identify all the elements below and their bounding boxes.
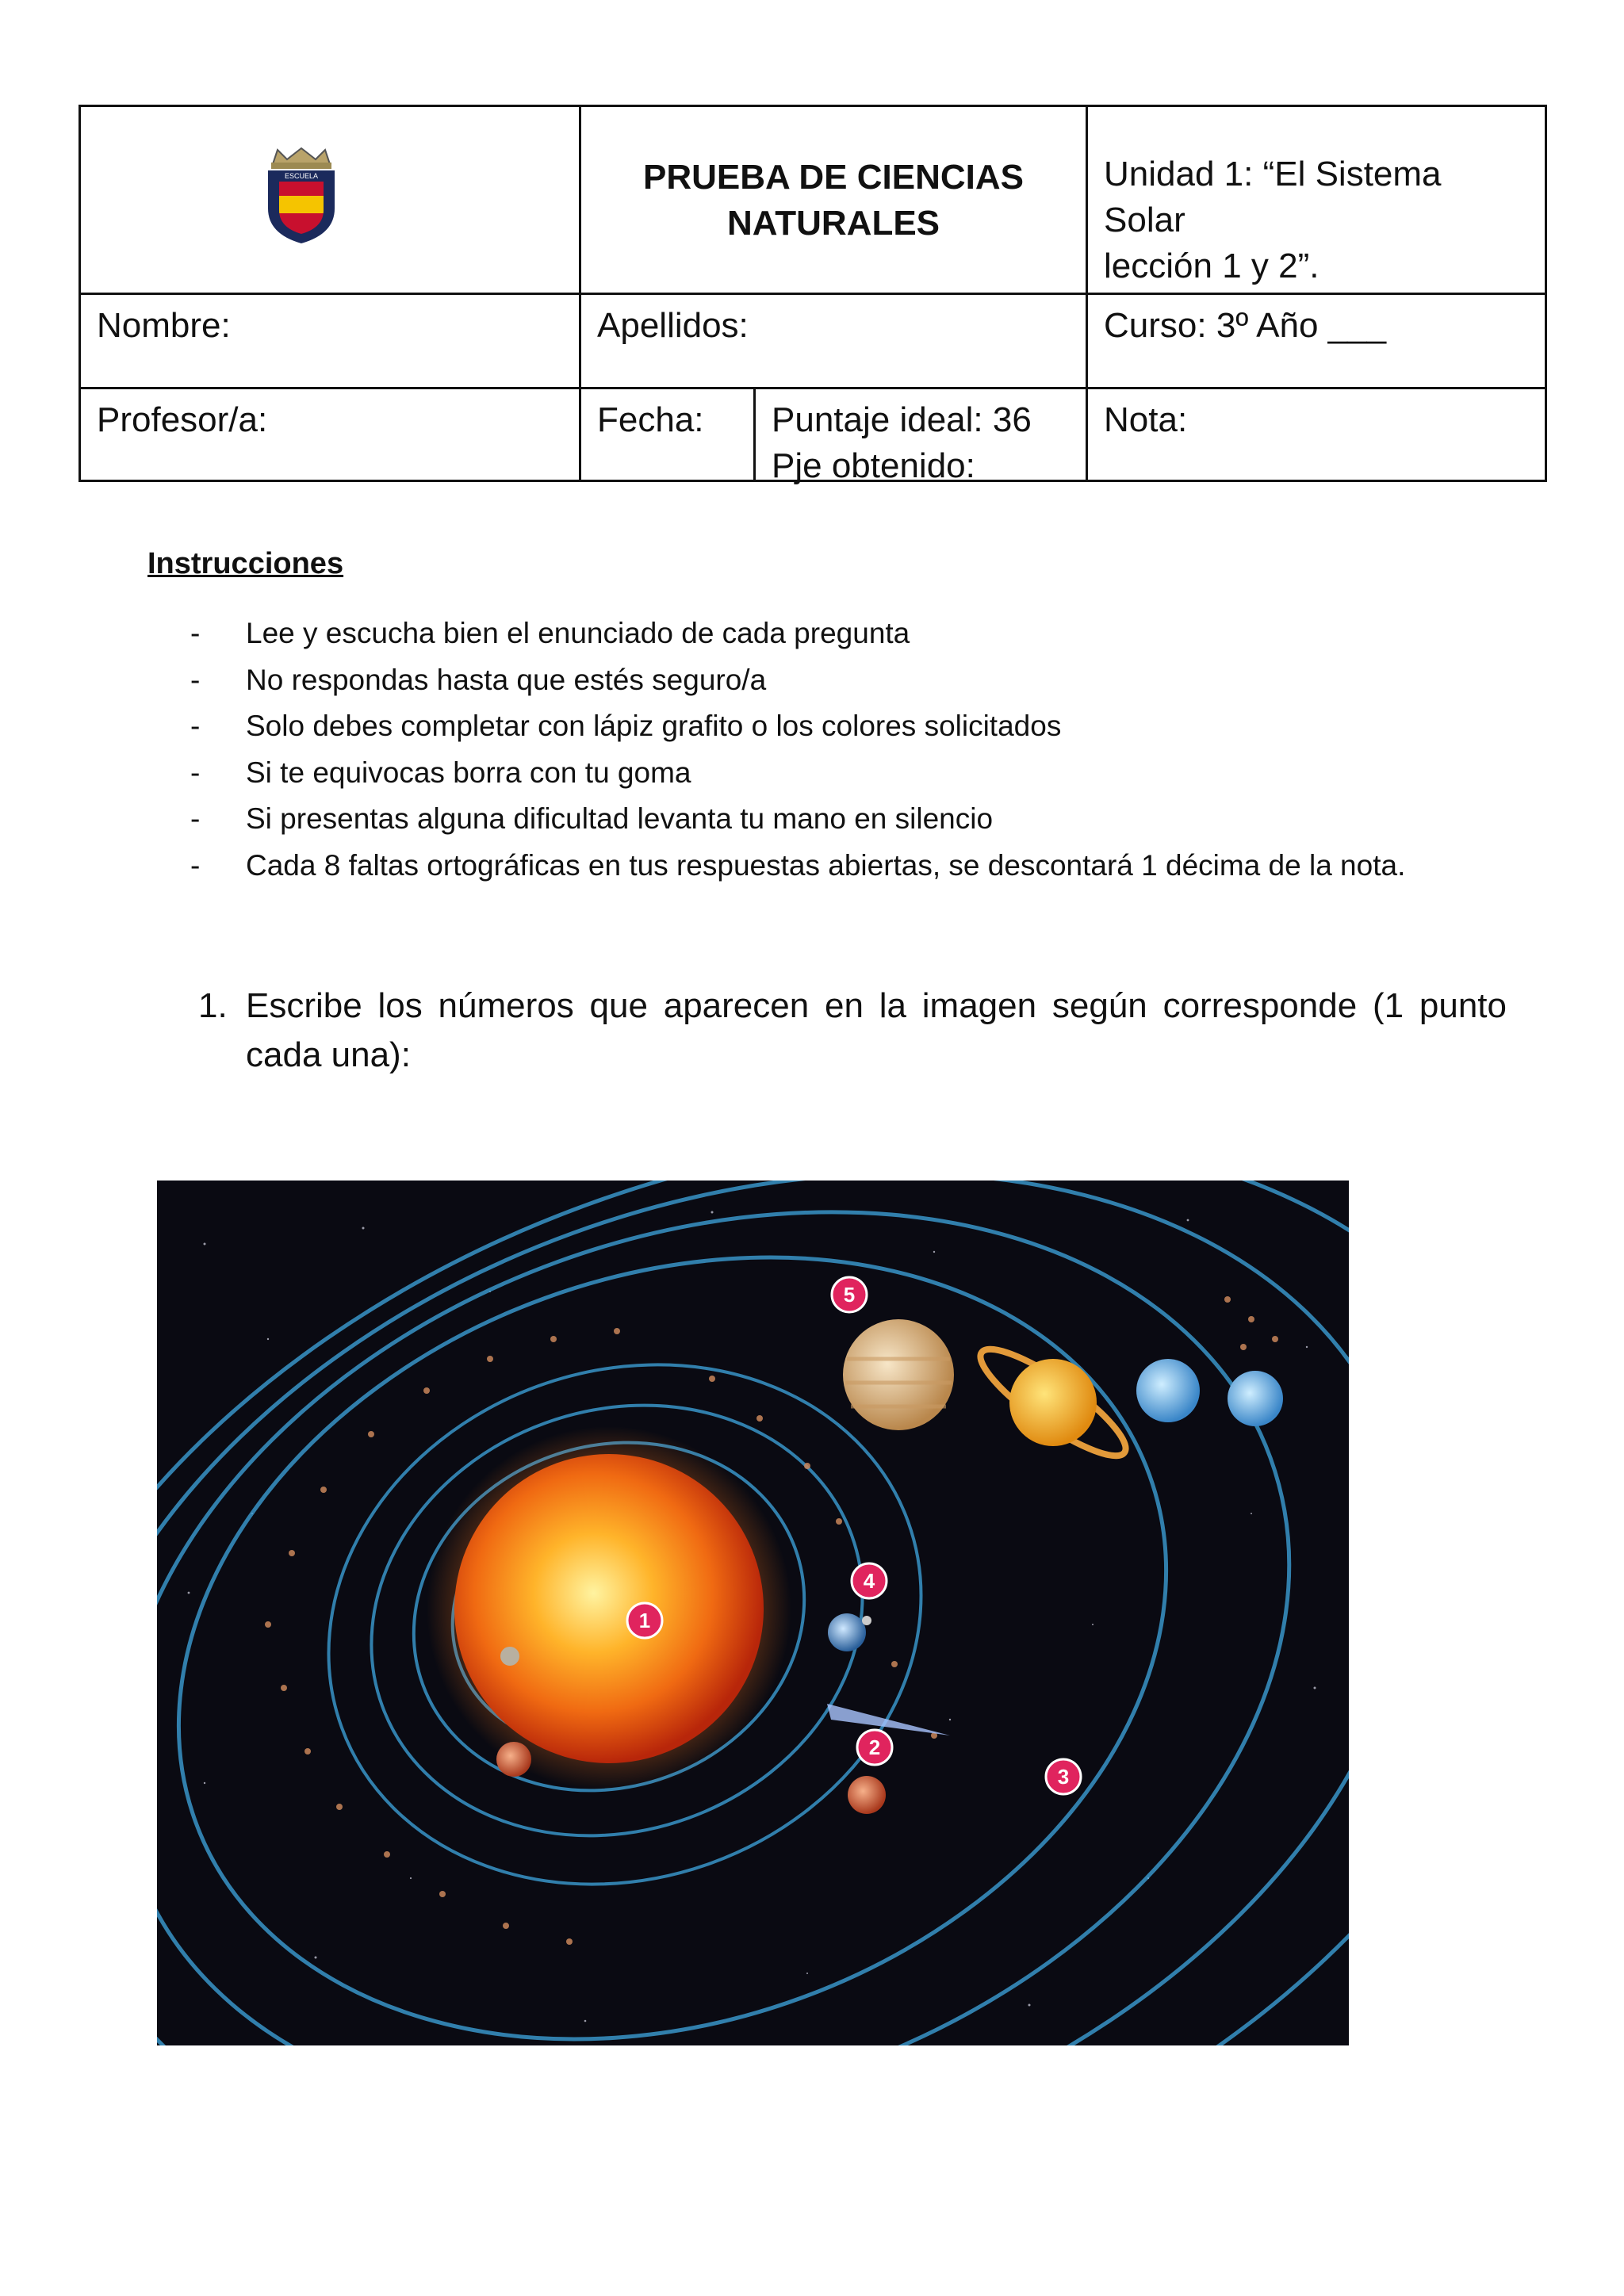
mars [848,1776,886,1814]
puntaje-ideal-label: Puntaje ideal: 36 [772,400,1032,439]
fecha-field[interactable] [579,387,756,482]
title-cell [579,105,1088,295]
instruction-text: No respondas hasta que estés seguro/a [246,663,767,696]
instruction-item [190,703,1405,750]
unit-cell [1086,105,1547,295]
list-dash: - [190,802,201,835]
marker-4-label: 4 [863,1569,875,1593]
solar-system-image [157,1181,1349,2045]
list-dash: - [190,710,201,742]
marker-4 [852,1563,887,1598]
moon [862,1616,871,1625]
instruction-item [190,610,1405,657]
instruction-item [190,843,1405,890]
curso-field[interactable] [1086,293,1547,389]
school-crest-logo [262,147,341,245]
list-dash: - [190,756,201,789]
marker-3-label: 3 [1057,1765,1070,1789]
marker-2-label: 2 [868,1735,881,1759]
unit-line-1: Unidad 1: “El Sistema Solar [1104,155,1442,239]
uranus [1136,1359,1200,1422]
logo-cell [79,105,581,295]
list-dash: - [190,848,201,882]
list-dash: - [190,617,201,649]
puntaje-obtenido-label: Pje obtenido: [772,446,975,485]
question-text: Escribe los números que aparecen en la imagen según corresponde (1 punto cada una): [246,986,1507,1074]
neptune [1228,1371,1283,1426]
apellidos-label: Apellidos: [597,306,749,345]
marker-1 [627,1603,662,1638]
curso-label: Curso: 3º Año ___ [1104,306,1387,345]
instruction-item [190,657,1405,704]
instructions-heading: Instrucciones [147,547,344,580]
puntaje-text [756,397,1086,489]
instruction-item [190,796,1405,843]
instruction-item [190,750,1405,797]
test-title: PRUEBA DE CIENCIAS NATURALES [643,158,1024,243]
list-dash: - [190,663,201,696]
mercury [496,1742,531,1777]
header-table [79,105,1547,485]
sun [454,1454,764,1763]
nombre-field[interactable] [79,293,581,389]
unit-text [1088,151,1545,289]
earth [828,1613,866,1651]
profesor-label: Profesor/a: [97,400,268,439]
marker-2 [857,1730,892,1765]
saturn [1009,1359,1097,1446]
instruction-text: Si te equivocas borra con tu goma [246,756,691,789]
nota-field[interactable] [1086,387,1547,482]
question-number: 1. [198,986,228,1025]
marker-3 [1046,1759,1081,1794]
marker-5 [832,1277,867,1312]
instruction-text: Lee y escucha bien el enunciado de cada pregunta [246,617,910,649]
profesor-field[interactable] [79,387,581,482]
instruction-text: Solo debes completar con lápiz grafito o los colores solicitados [246,710,1062,742]
marker-1-label: 1 [638,1609,651,1632]
nombre-label: Nombre: [97,306,231,345]
marker-5-label: 5 [843,1283,856,1307]
puntaje-field[interactable] [753,387,1088,485]
apellidos-field[interactable] [579,293,1088,389]
crest-text: ESCUELA [284,172,319,180]
instructions-list [190,610,1405,889]
nota-label: Nota: [1104,400,1188,439]
fecha-label: Fecha: [597,400,704,439]
small-planet [500,1647,519,1666]
unit-line-2: lección 1 y 2”. [1104,247,1320,285]
instruction-text: Si presentas alguna dificultad levanta tu mano en silencio [246,802,994,835]
jupiter [843,1319,954,1430]
instruction-text: Cada 8 faltas ortográficas en tus respuestas abiertas, se descontará 1 décima de la nota. [246,848,1406,882]
